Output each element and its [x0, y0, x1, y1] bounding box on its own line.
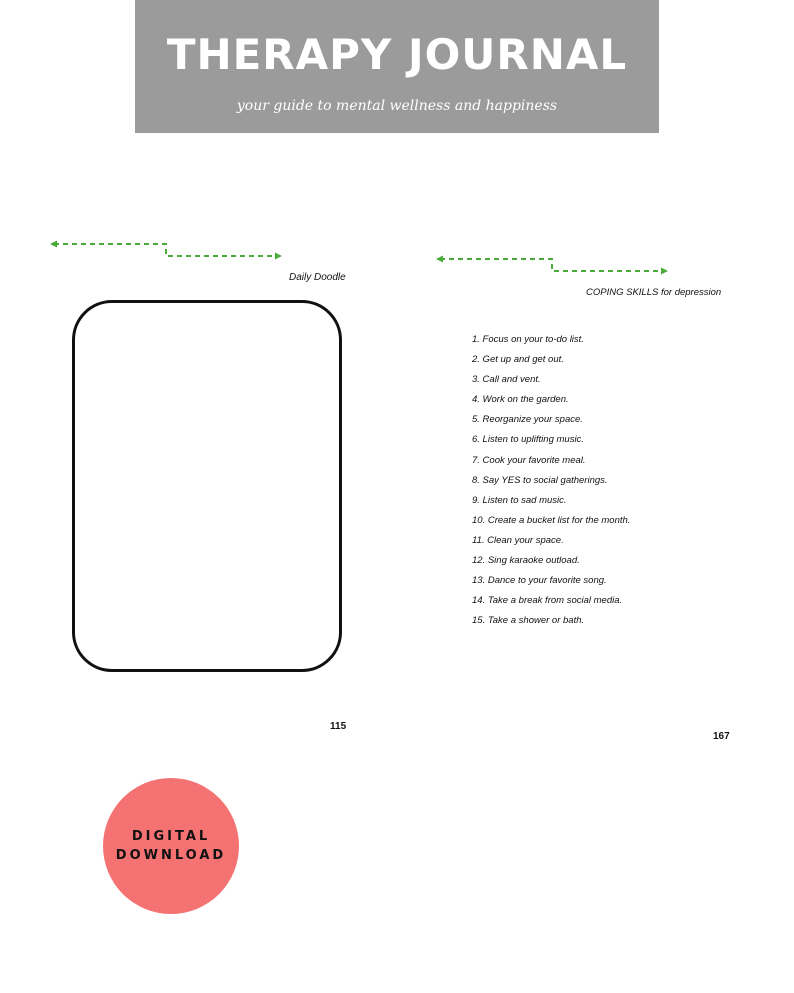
list-item: 6. Listen to uplifting music.	[472, 434, 584, 446]
banner-subtitle: your guide to mental wellness and happiness	[236, 98, 558, 114]
left-page-heading: Daily Doodle	[289, 272, 346, 283]
list-item: 5. Reorganize your space.	[472, 414, 583, 426]
list-item: 14. Take a break from social media.	[472, 595, 623, 607]
badge-line-1: DIGITAL	[131, 829, 211, 844]
list-item: 2. Get up and get out.	[472, 354, 564, 366]
list-item: 7. Cook your favorite meal.	[472, 454, 586, 466]
right-page-number: 167	[713, 731, 730, 742]
list-item: 13. Dance to your favorite song.	[472, 575, 607, 587]
left-page-arrow-icon	[48, 236, 284, 262]
list-item: 3. Call and vent.	[472, 374, 541, 386]
list-item: 8. Say YES to social gatherings.	[472, 474, 608, 486]
list-item: 1. Focus on your to-do list.	[472, 334, 584, 345]
right-page-arrow-icon	[434, 251, 670, 277]
list-item: 10. Create a bucket list for the month.	[472, 514, 631, 526]
left-page-number: 115	[330, 721, 347, 732]
digital-download-badge	[103, 778, 239, 914]
list-item: 9. Listen to sad music.	[472, 494, 567, 506]
list-item: 12. Sing karaoke outload.	[472, 555, 580, 567]
list-item: 4. Work on the garden.	[472, 394, 569, 406]
list-item: 11. Clean your space.	[472, 534, 564, 546]
badge-line-2: DOWNLOAD	[115, 848, 227, 863]
right-page-heading: COPING SKILLS for depression	[586, 287, 722, 298]
coping-skills-list	[472, 333, 630, 634]
doodle-box	[72, 300, 342, 672]
banner-title: THERAPY JOURNAL	[166, 30, 628, 79]
list-item: 15. Take a shower or bath.	[472, 615, 585, 627]
title-banner	[135, 0, 659, 133]
